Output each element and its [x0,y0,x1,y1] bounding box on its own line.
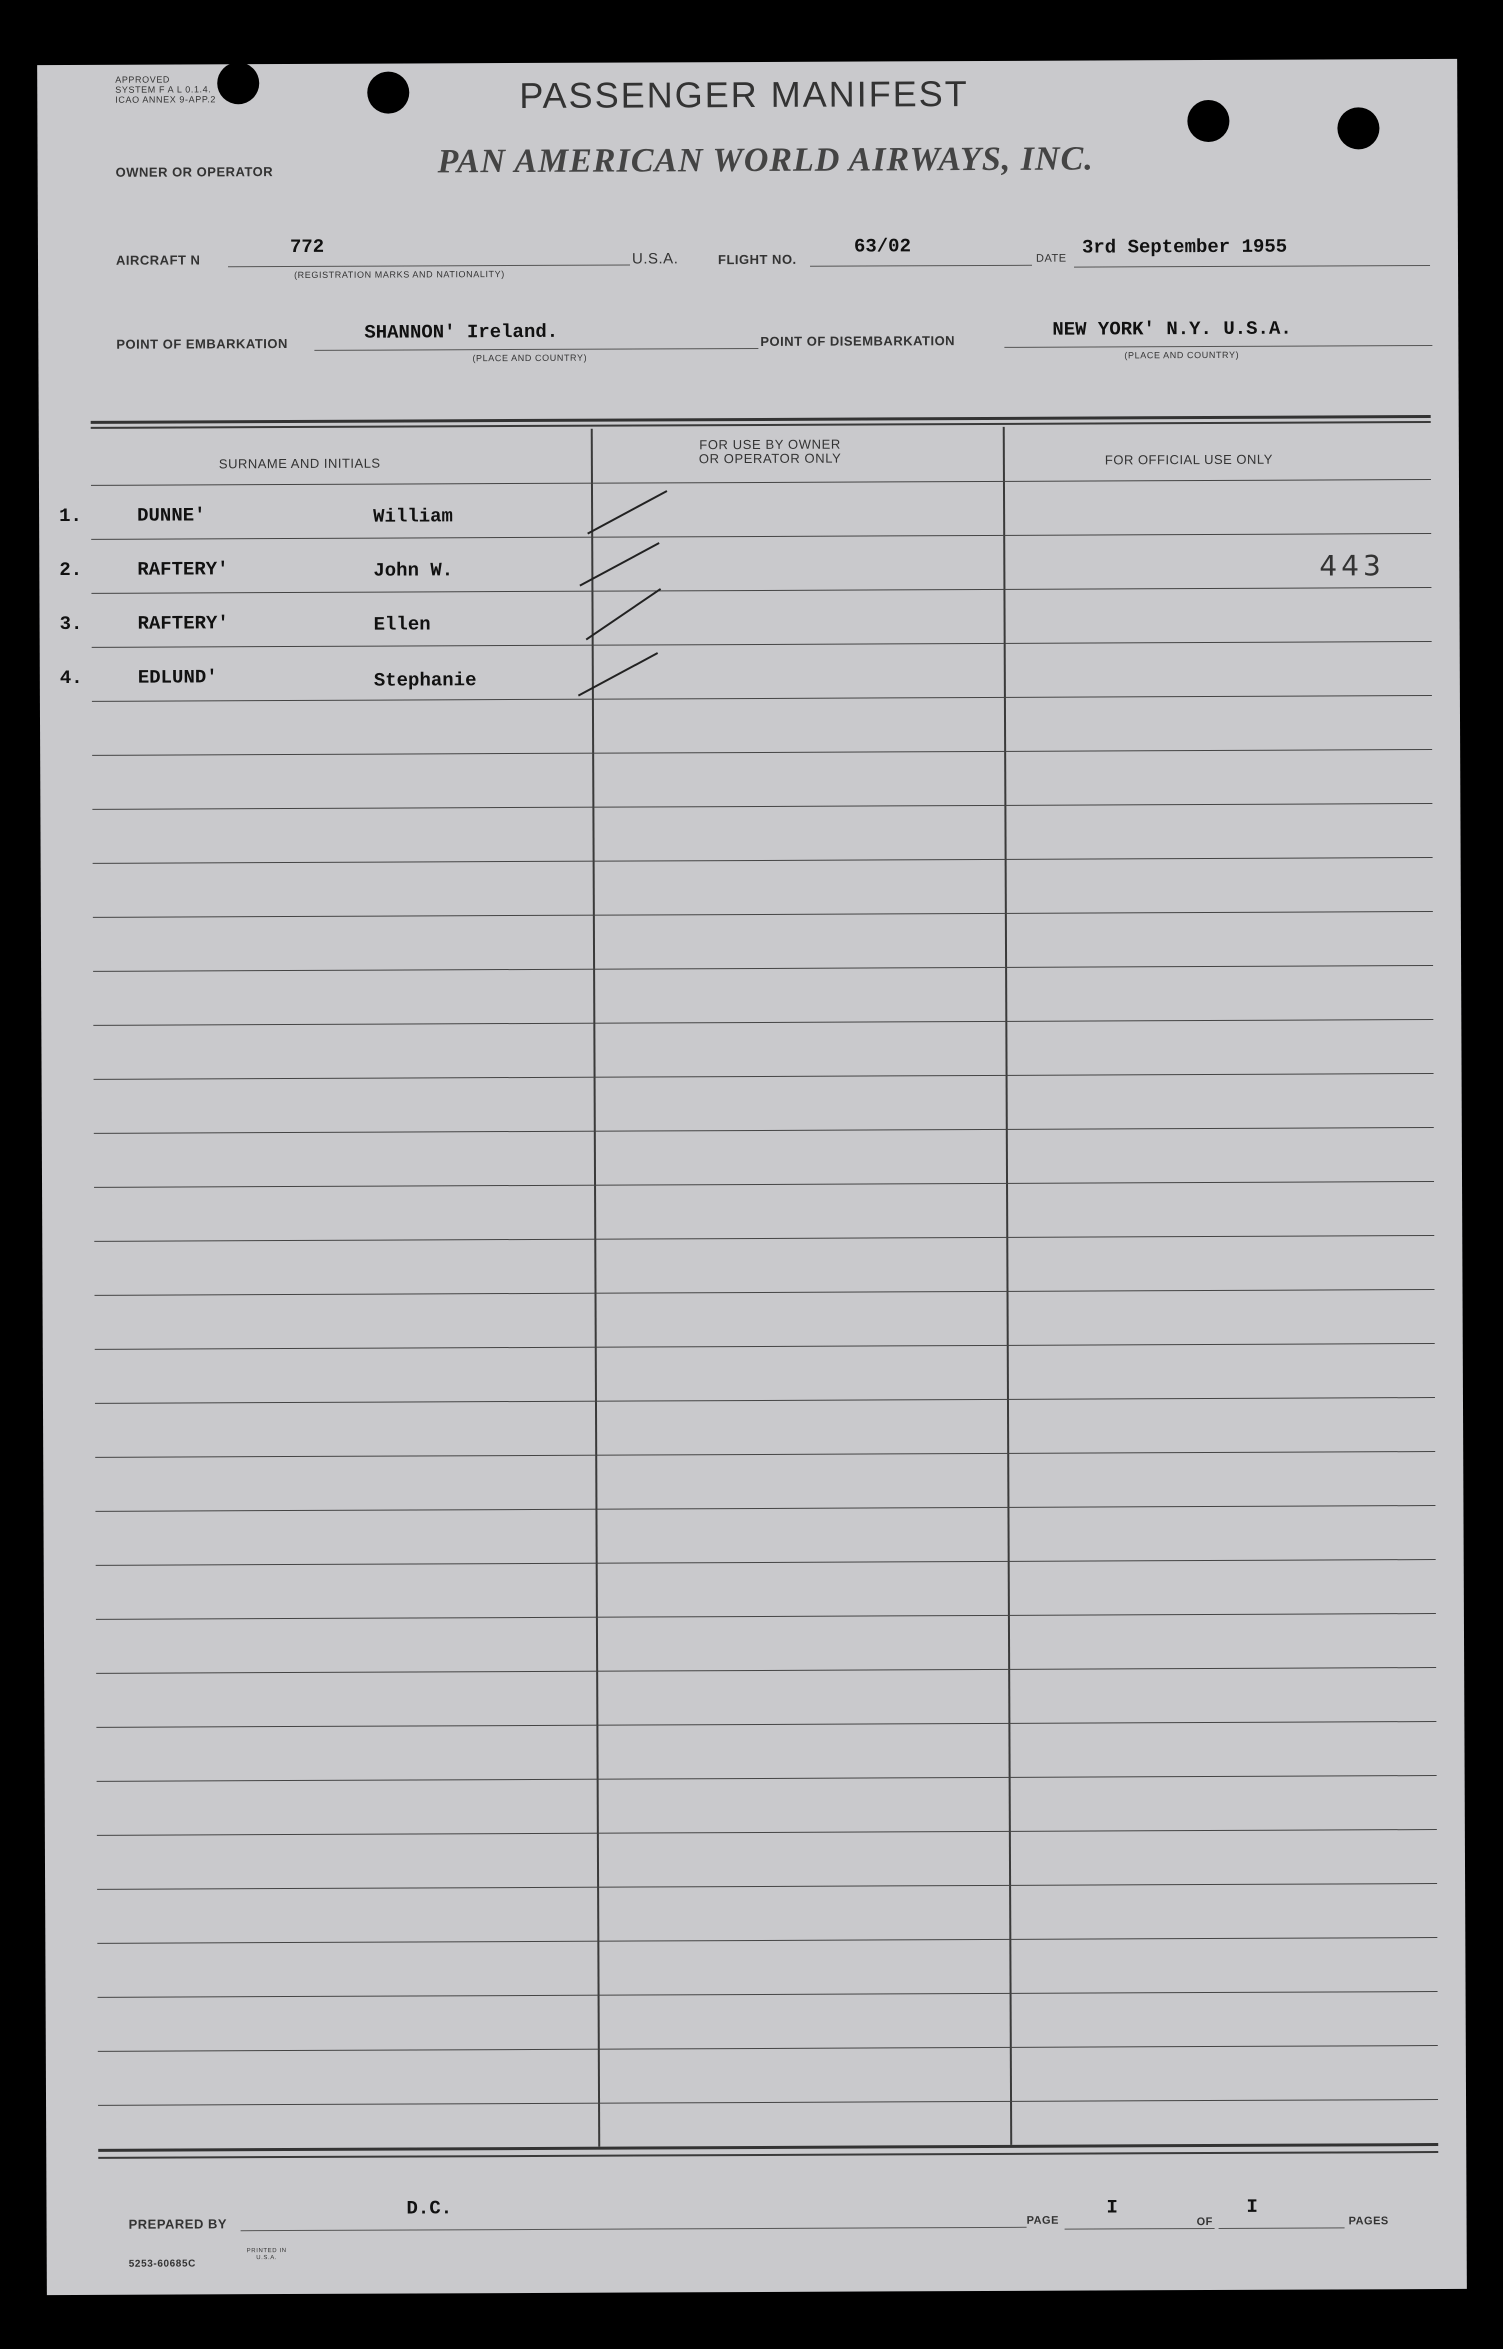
row-surname: DUNNE' [137,504,206,527]
ruled-line [93,965,1433,972]
row-number: 1. [59,504,82,528]
ruled-line [91,533,1431,540]
usa-label: U.S.A. [631,250,679,268]
punch-hole-icon [1187,100,1229,142]
check-mark-icon [578,652,658,696]
ruled-line [94,1181,1434,1188]
row-official-value: 443 [1319,549,1385,583]
row-number: 2. [59,558,83,582]
airline-name: PAN AMERICAN WORLD AIRWAYS, INC. [437,140,1094,181]
ruled-line [94,1127,1434,1134]
disembarkation-note: (PLACE AND COUNTRY) [1124,349,1240,361]
ruled-line [95,1343,1435,1350]
ruled-line [95,1397,1435,1404]
row-given-name: Stephanie [373,669,477,692]
date-value: 3rd September 1955 [1081,235,1288,259]
approved-line: APPROVED [115,74,171,85]
ruled-line [96,1559,1436,1566]
ruled-line [93,911,1433,918]
approved-line: SYSTEM F A L 0.1.4. [115,84,212,95]
header-owner-use [699,438,842,467]
row-surname: RAFTERY' [137,558,229,581]
header-owner-use-line: FOR USE BY OWNER [699,436,841,453]
ruled-line [96,1613,1436,1620]
ruled-lines [37,59,1457,65]
row-given-name: William [373,505,453,528]
pages-label: PAGES [1348,2215,1389,2228]
row-surname: RAFTERY' [137,612,229,635]
row-given-name: Ellen [373,613,431,636]
of-value: I [1246,2195,1258,2218]
ruled-line [92,803,1432,810]
of-label: OF [1196,2215,1213,2229]
flight-value: 63/02 [853,235,912,258]
disembarkation-label: POINT OF DISEMBARKATION [760,333,956,349]
ruled-line [94,1235,1434,1242]
ruled-line [92,641,1432,648]
row-surname: EDLUND' [137,666,218,689]
ruled-line [98,2099,1438,2106]
ruled-line [95,1505,1435,1512]
check-mark-icon [587,490,667,534]
prepared-label: PREPARED BY [128,2216,228,2232]
punch-hole-icon [1337,107,1379,149]
approved-block [115,74,216,104]
ruled-line [92,695,1432,702]
row-number: 3. [59,612,83,636]
ruled-line [93,857,1433,864]
ruled-line [97,1829,1437,1836]
owner-label: OWNER OR OPERATOR [115,164,274,180]
disembarkation-value: NEW YORK' N.Y. U.S.A. [1052,317,1292,341]
prepared-value: D.C. [406,2197,453,2220]
ruled-line [94,1073,1434,1080]
aircraft-value: 772 [289,235,325,259]
registration-note: (REGISTRATION MARKS AND NATIONALITY) [294,269,505,280]
embarkation-value: SHANNON' Ireland. [364,320,559,344]
ruled-line [95,1289,1435,1296]
page-title: PASSENGER MANIFEST [519,73,969,117]
manifest-sheet [37,59,1467,2295]
form-number: 5253-60685C [128,2258,196,2270]
ruled-line [97,1775,1437,1782]
punch-hole-icon [367,71,409,113]
ruled-line [98,2045,1438,2052]
embarkation-note: (PLACE AND COUNTRY) [472,352,588,364]
aircraft-label: AIRCRAFT N [115,252,201,268]
ruled-line [97,1883,1437,1890]
embarkation-label: POINT OF EMBARKATION [116,336,288,352]
punch-hole-icon [217,62,259,104]
ruled-line [91,587,1431,594]
flight-label: FLIGHT NO. [717,251,797,268]
ruled-line [91,479,1431,486]
page-label: PAGE [1026,2214,1059,2227]
page-value: I [1106,2196,1118,2219]
column-divider [1003,427,1012,2145]
ruled-line [98,1991,1438,1998]
row-number: 4. [59,666,83,690]
ruled-line [95,1451,1435,1458]
ruled-line [96,1667,1436,1674]
header-names: SURNAME AND INITIALS [218,455,381,472]
row-given-name: John W. [373,559,454,582]
approved-line: ICAO ANNEX 9-APP.2 [115,94,217,105]
printed-note: PRINTED IN U.S.A. [246,2248,287,2262]
date-label: DATE [1035,252,1067,265]
header-official: FOR OFFICIAL USE ONLY [1104,451,1273,468]
ruled-line [96,1721,1436,1728]
header-owner-use-line: OR OPERATOR ONLY [698,450,842,467]
check-mark-icon [586,588,662,640]
ruled-line [97,1937,1437,1944]
ruled-line [93,1019,1433,1026]
ruled-line [92,749,1432,756]
